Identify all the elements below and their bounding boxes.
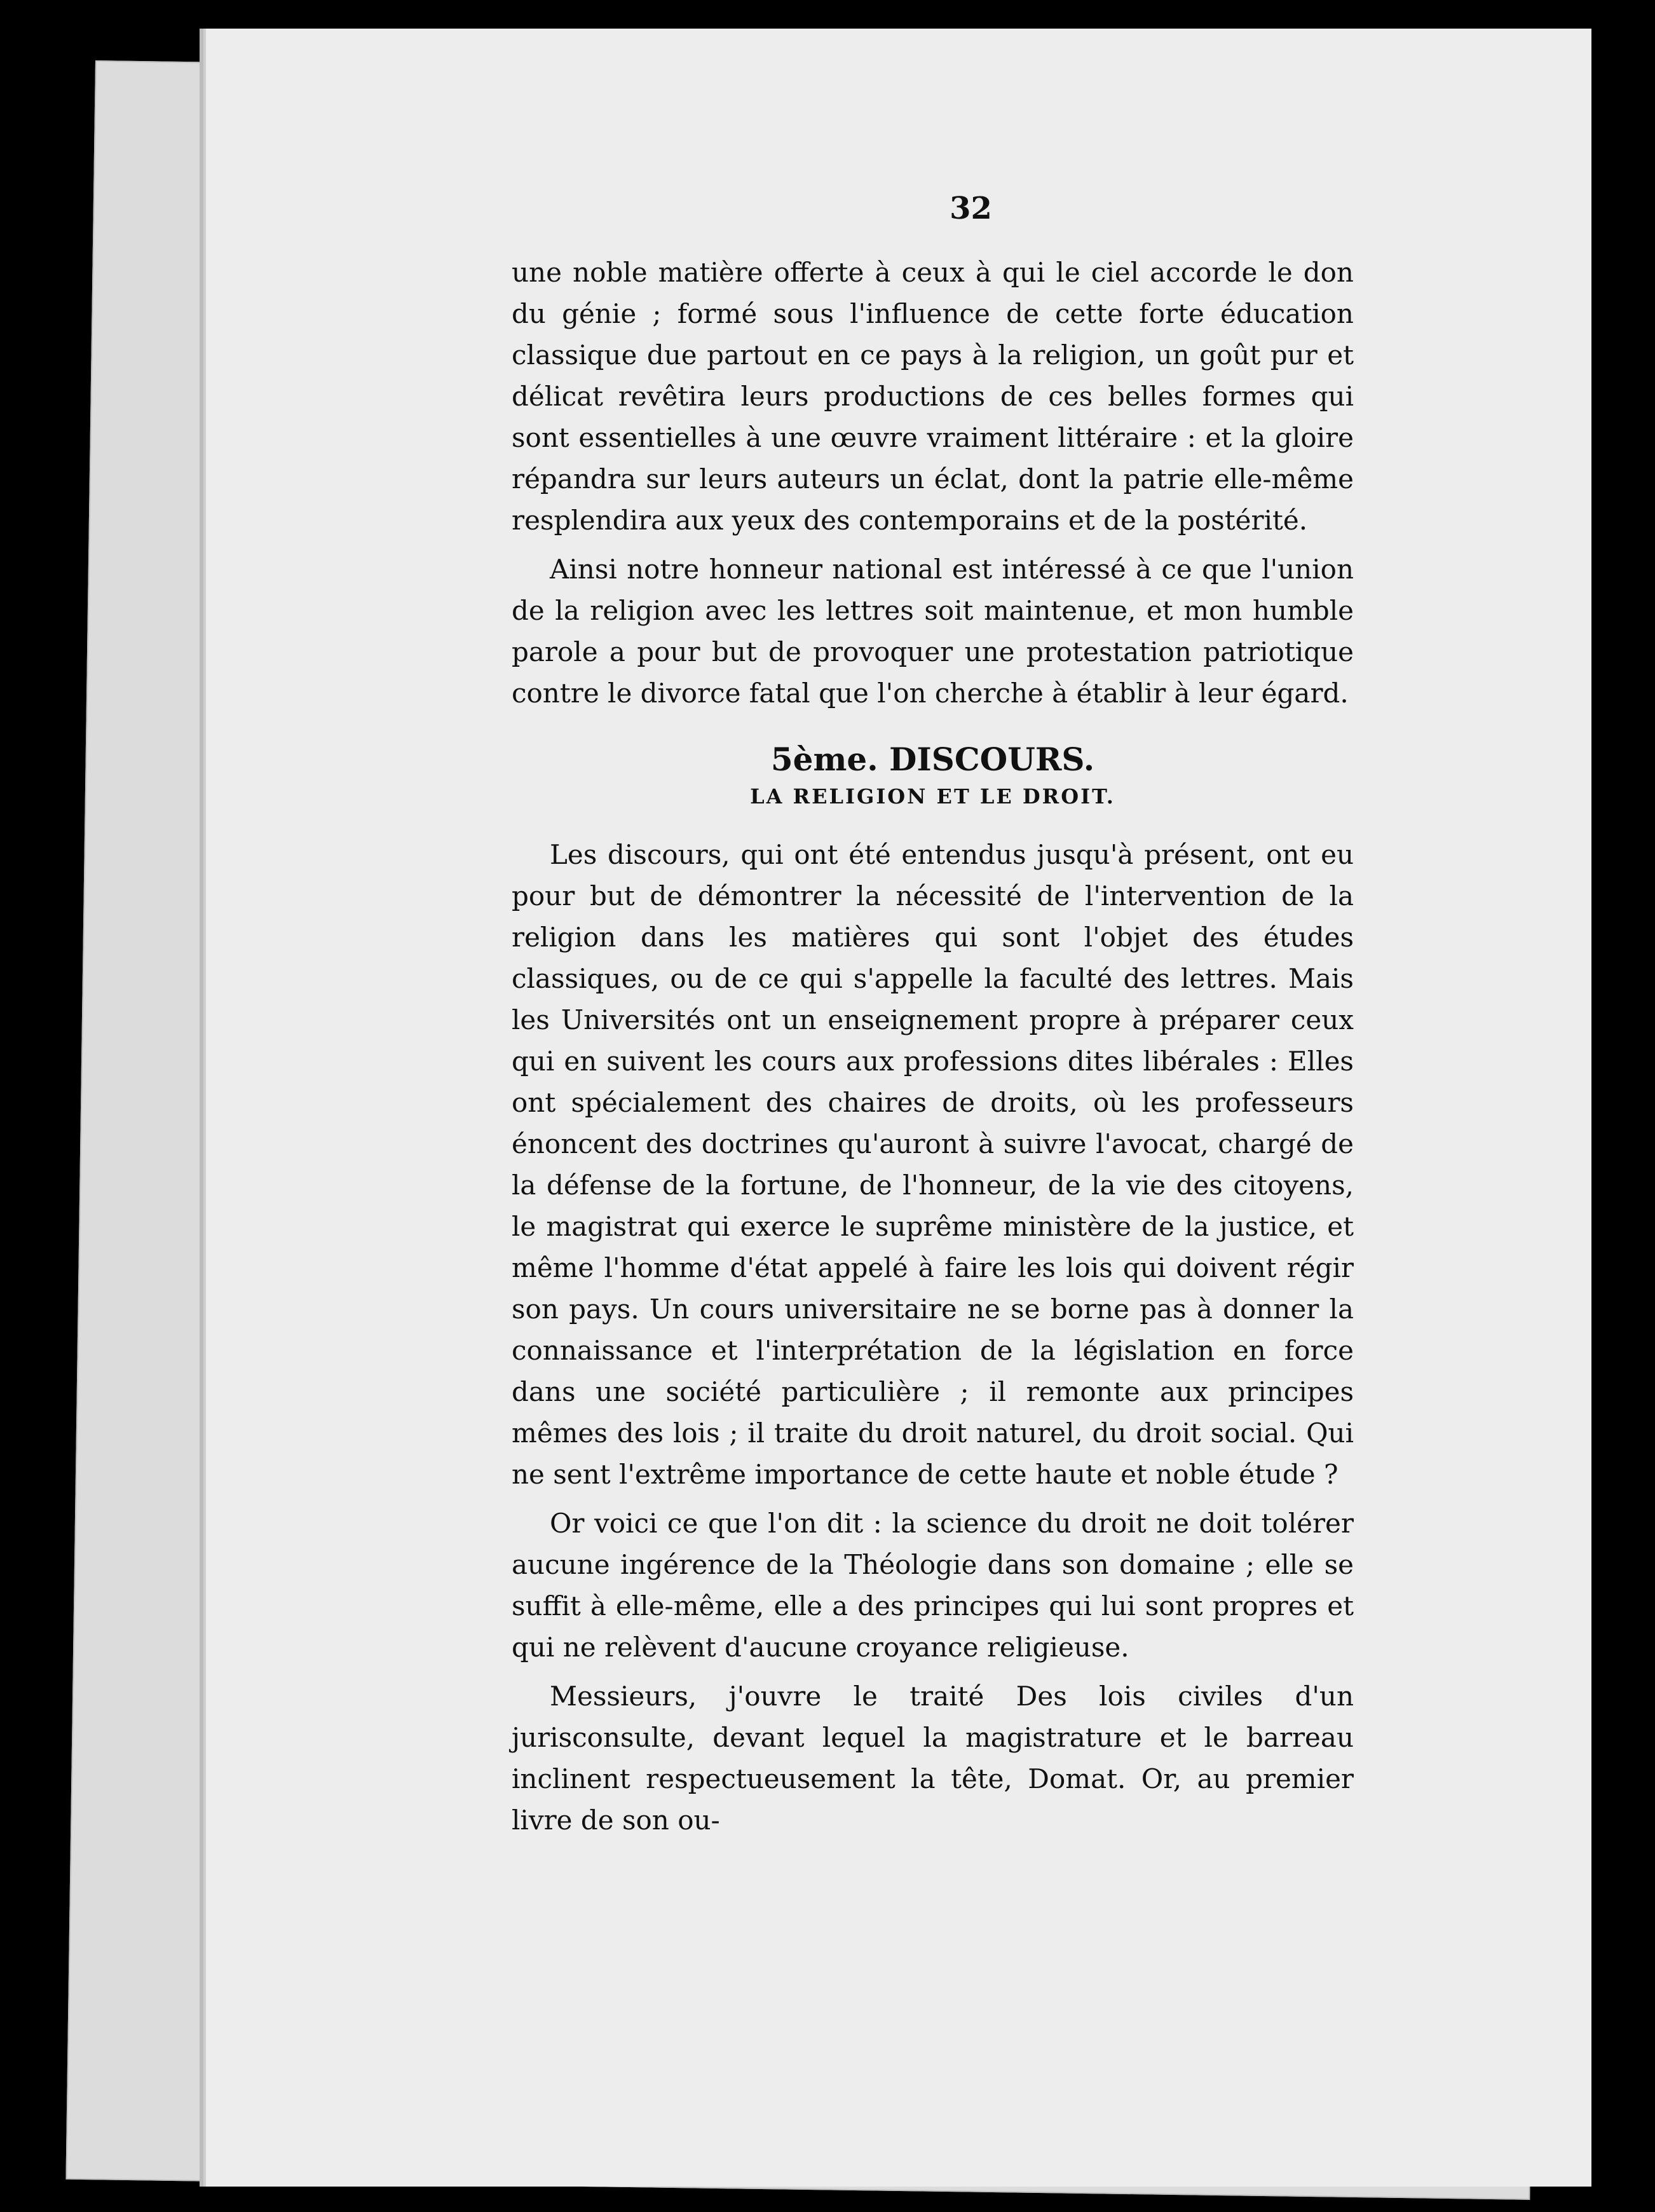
section-heading: 5ème. DISCOURS.: [770, 741, 1095, 778]
page-content: [512, 191, 1354, 1841]
paragraph-2: Ainsi notre honneur national est intéressé à ce que l'union de la religion avec les lettres soit maintenue, et mon humble parole a pour but de provoquer une protestation patriotique contre le divorce fatal que l'on cherche à établir à leur égard.: [512, 554, 1354, 709]
section-subheading: LA RELIGION ET LE DROIT.: [750, 784, 1115, 809]
page-number: 32: [950, 191, 992, 226]
paragraph-3: Les discours, qui ont été entendus jusqu'à présent, ont eu pour but de démontrer la nécessité de l'intervention de la religion dans les matières qui sont l'objet des études classiques, ou de ce qui s'appelle la faculté des lettres. Mais les Universités ont un enseignement propre à préparer ceux qui en suivent les cours aux professions dites libérales : Elles ont spécialement des chaires de droits, où les professeurs énoncent des doctrines qu'auront à suivre l'avocat, chargé de la défense de la fortune, de l'honneur, de la vie des citoyens, le magistrat qui exerce le suprême ministère de la justice, et même l'homme d'état appelé à faire les lois qui doivent régir son pays. Un cours universitaire ne se borne pas à donner la connaissance et l'interprétation de la législation en force dans une société particulière ; il remonte aux principes mêmes des lois ; il traite du droit naturel, du droit social. Qui ne sent l'extrême importance de cette haute et noble étude ?: [512, 839, 1354, 1490]
paragraph-1: une noble matière offerte à ceux à qui le ciel accorde le don du génie ; formé sous l'influence de cette forte éducation classique due partout en ce pays à la religion, un goût pur et délicat revêtira leurs productions de ces belles formes qui sont essentielles à une œuvre vraiment littéraire : et la gloire répandra sur leurs auteurs un éclat, dont la patrie elle-même resplendira aux yeux des contemporains et de la postérité.: [512, 257, 1354, 536]
paragraph-5: Messieurs, j'ouvre le traité Des lois civiles d'un jurisconsulte, devant lequel la magistrature et le barreau inclinent respectueusement la tête, Domat. Or, au premier livre de son ou-: [512, 1681, 1354, 1836]
paragraph-4: Or voici ce que l'on dit : la science du droit ne doit tolérer aucune ingérence de la Théologie dans son domaine ; elle se suffit à elle-même, elle a des principes qui lui sont propres et qui ne relèvent d'aucune croyance religieuse.: [512, 1508, 1354, 1663]
